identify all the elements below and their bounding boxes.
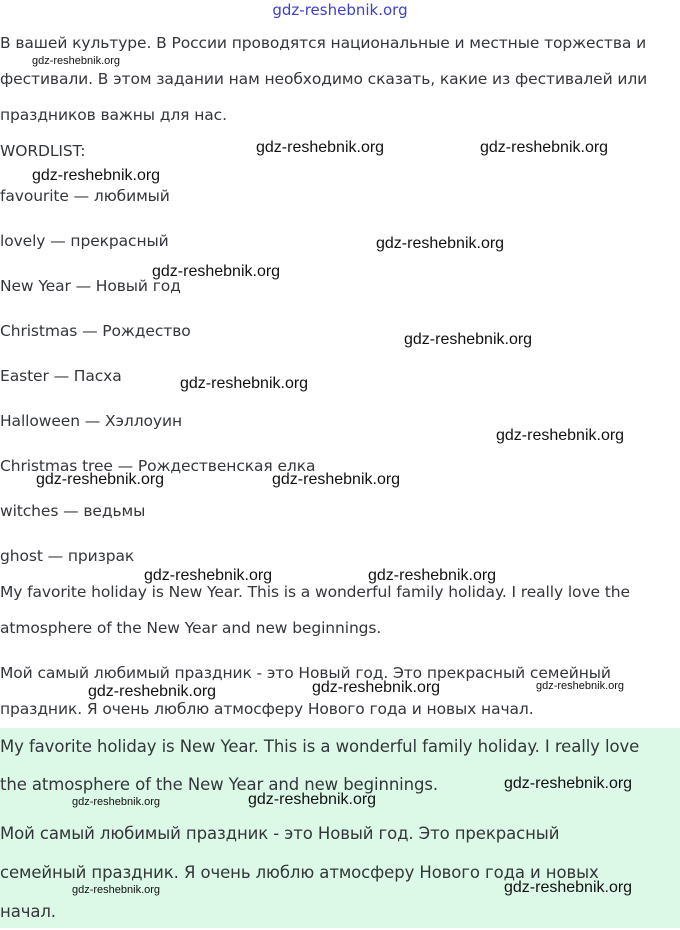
intro-line-2: фестивали. В этом задании нам необходимо сказать, какие из фестивалей или xyxy=(0,70,648,88)
watermark: gdz-reshebnik.org xyxy=(32,55,121,67)
watermark: gdz-reshebnik.org xyxy=(368,567,497,584)
highlight-en-line-2: the atmosphere of the New Year and new beginnings. xyxy=(0,775,439,794)
watermark: gdz-reshebnik.org xyxy=(32,167,161,184)
answer-ru-line-1: Мой самый любимый праздник - это Новый год. Это прекрасный семейный xyxy=(0,664,611,682)
watermark: gdz-reshebnik.org xyxy=(144,567,273,584)
site-header-link[interactable]: gdz-reshebnik.org xyxy=(272,1,408,19)
intro-line-1: В вашей культуре. В России проводятся национальные и местные торжества и xyxy=(0,34,647,52)
watermark: gdz-reshebnik.org xyxy=(536,680,625,692)
wordlist-item: Christmas tree — Рождественская елка xyxy=(0,457,316,475)
wordlist-item: Easter — Пасха xyxy=(0,367,122,385)
watermark: gdz-reshebnik.org xyxy=(256,139,385,156)
wordlist-item: favourite — любимый xyxy=(0,187,170,205)
highlight-ru-line-1: Мой самый любимый праздник - это Новый год. Это прекрасный xyxy=(0,824,560,843)
watermark: gdz-reshebnik.org xyxy=(88,683,217,700)
wordlist-item: ghost — призрак xyxy=(0,547,135,565)
answer-en-line-1: My favorite holiday is New Year. This is a wonderful family holiday. I really love the xyxy=(0,583,630,601)
watermark: gdz-reshebnik.org xyxy=(496,427,625,444)
wordlist-item: lovely — прекрасный xyxy=(0,232,169,250)
answer-en-line-2: atmosphere of the New Year and new beginnings. xyxy=(0,619,382,637)
watermark: gdz-reshebnik.org xyxy=(504,879,633,896)
watermark: gdz-reshebnik.org xyxy=(312,679,441,696)
watermark: gdz-reshebnik.org xyxy=(72,796,161,808)
watermark: gdz-reshebnik.org xyxy=(152,263,281,280)
watermark: gdz-reshebnik.org xyxy=(180,375,309,392)
watermark: gdz-reshebnik.org xyxy=(248,791,377,808)
watermark: gdz-reshebnik.org xyxy=(376,235,505,252)
watermark: gdz-reshebnik.org xyxy=(480,139,609,156)
wordlist-item: New Year — Новый год xyxy=(0,277,181,295)
intro-line-3: праздников важны для нас. xyxy=(0,106,227,124)
answer-ru-line-2: праздник. Я очень люблю атмосферу Нового года и новых начал. xyxy=(0,700,534,718)
watermark: gdz-reshebnik.org xyxy=(272,471,401,488)
wordlist-item: witches — ведьмы xyxy=(0,502,146,520)
highlight-en-line-1: My favorite holiday is New Year. This is a wonderful family holiday. I really love xyxy=(0,737,640,756)
highlight-ru-line-2: семейный праздник. Я очень люблю атмосферу Нового года и новых xyxy=(0,863,599,882)
watermark: gdz-reshebnik.org xyxy=(72,884,161,896)
wordlist-title: WORDLIST: xyxy=(0,142,86,160)
highlight-ru-line-3: начал. xyxy=(0,902,56,921)
watermark: gdz-reshebnik.org xyxy=(36,471,165,488)
wordlist-item: Halloween — Хэллоуин xyxy=(0,412,182,430)
wordlist-item: Christmas — Рождество xyxy=(0,322,191,340)
watermark: gdz-reshebnik.org xyxy=(404,331,533,348)
watermark: gdz-reshebnik.org xyxy=(504,775,633,792)
